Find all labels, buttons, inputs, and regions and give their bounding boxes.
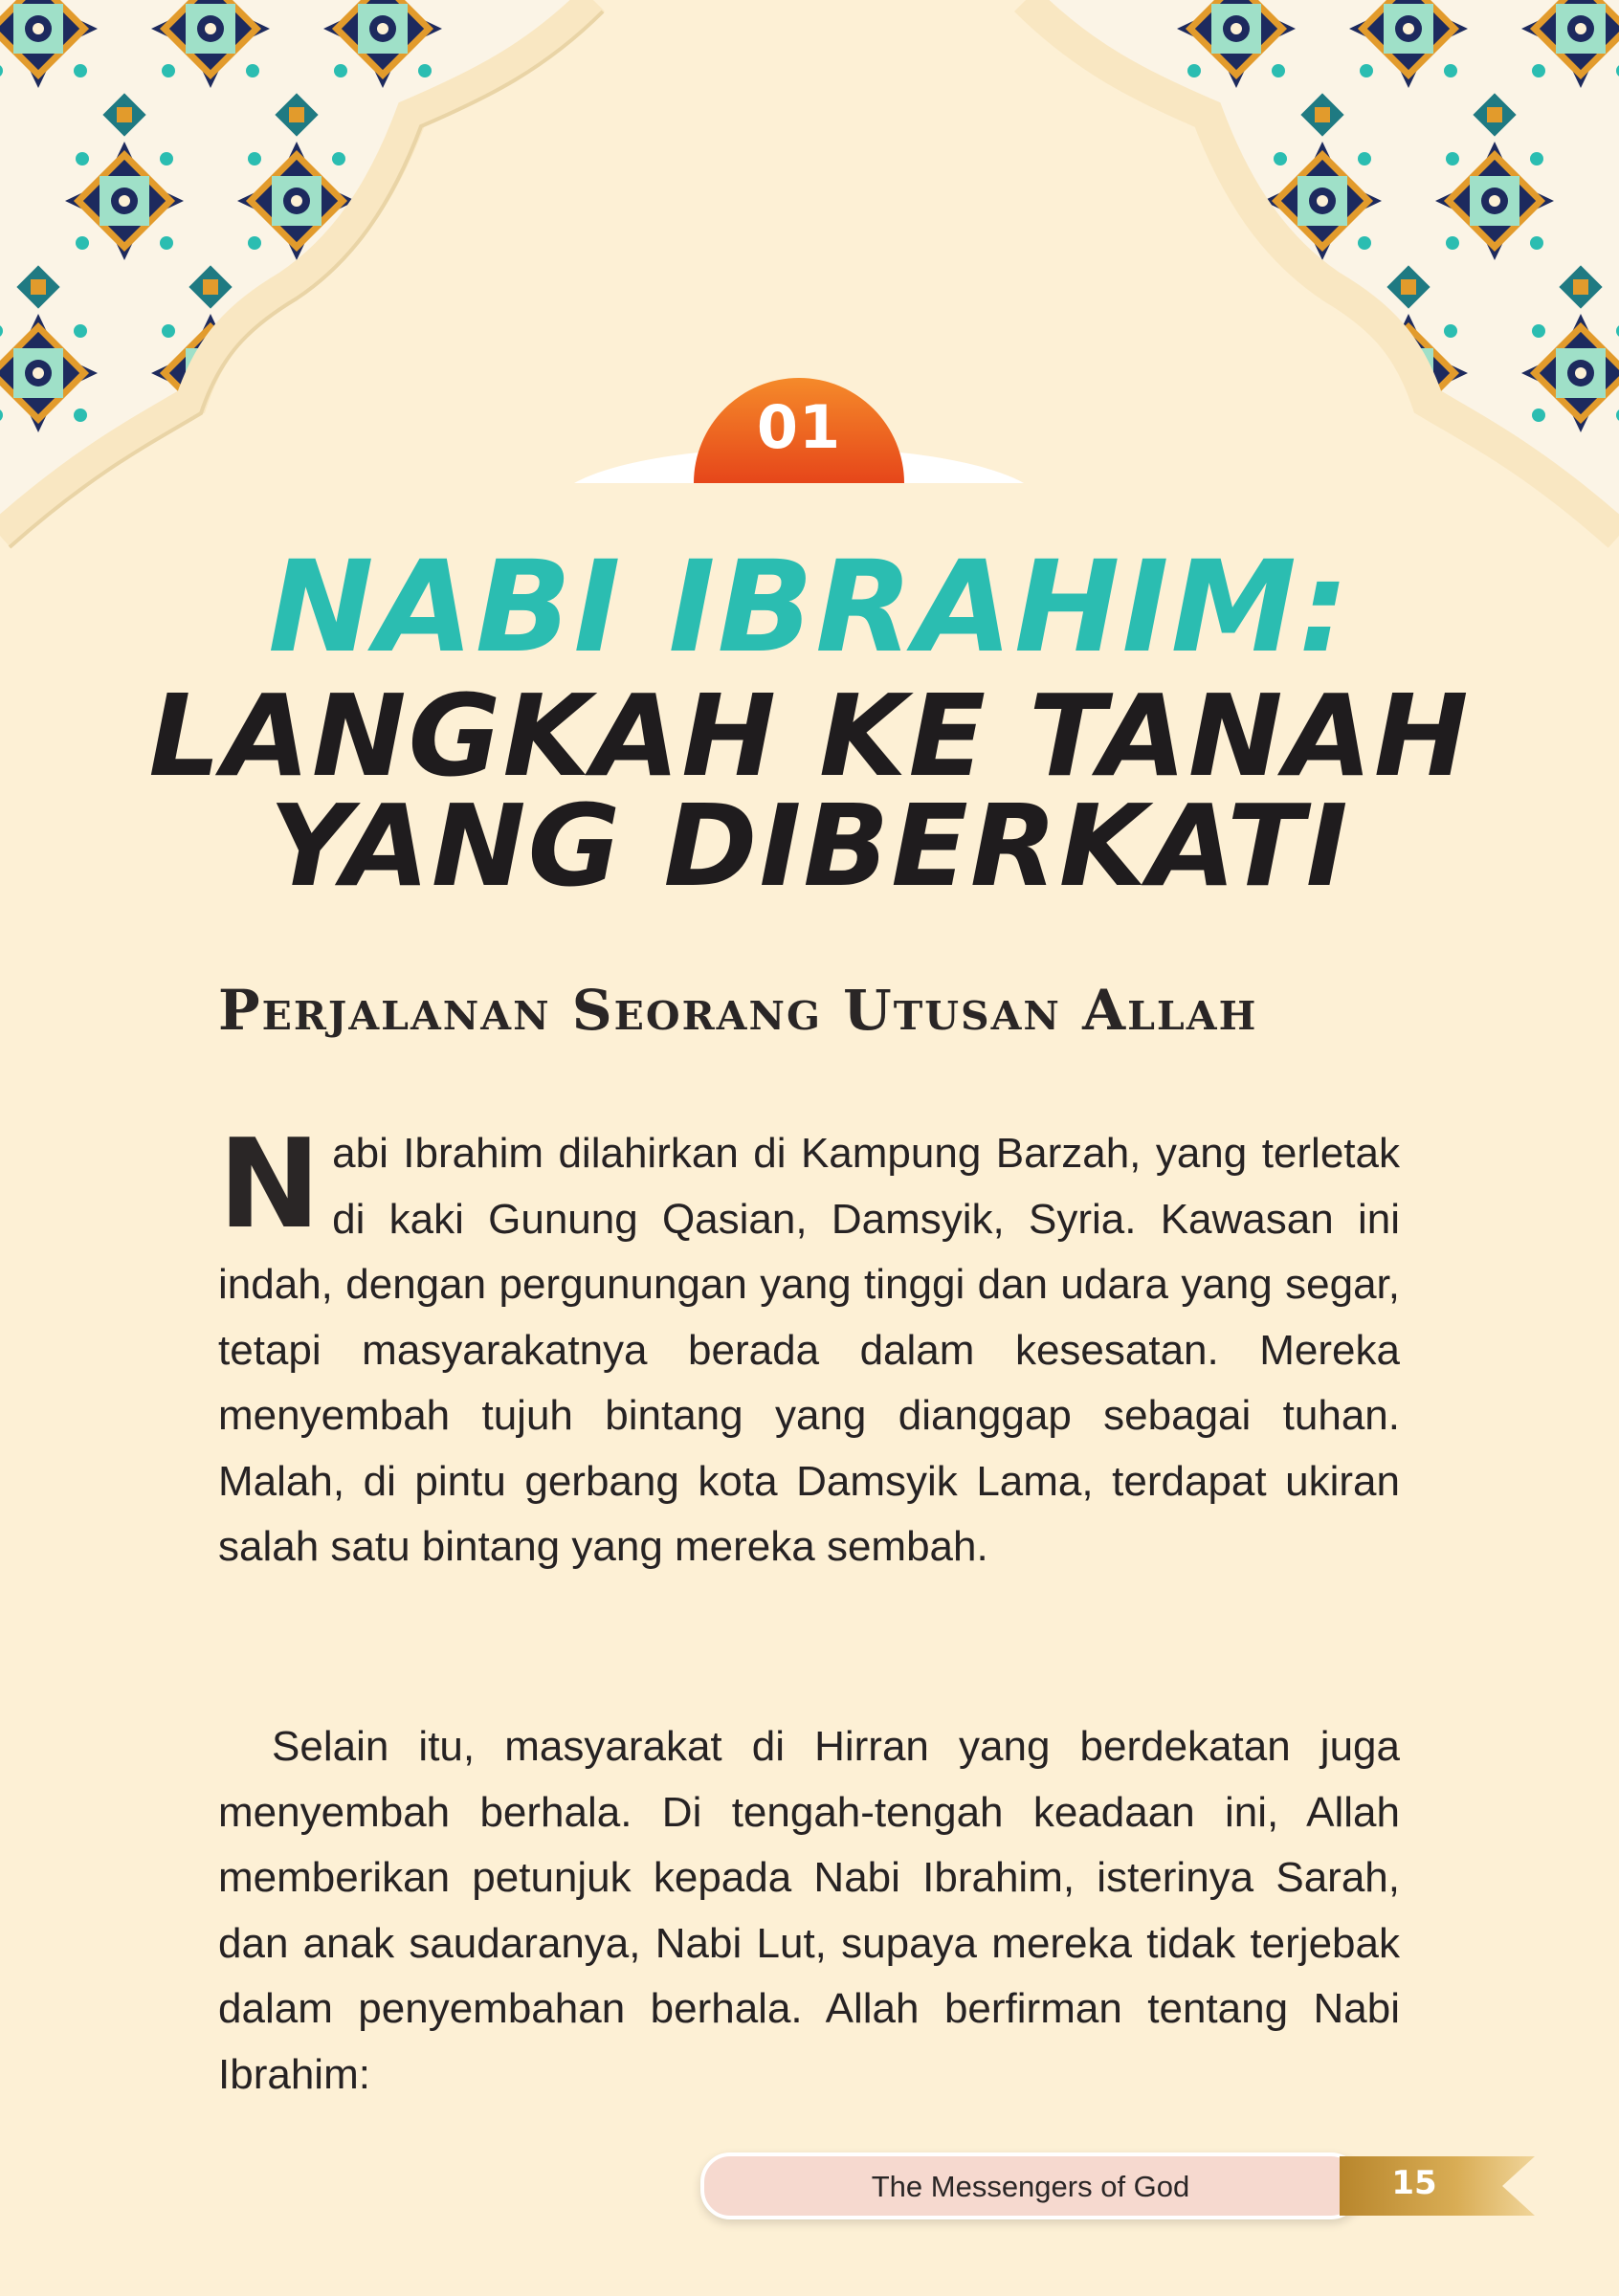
section-heading: Perjalanan Seorang Utusan Allah <box>218 978 1258 1043</box>
islamic-pattern-corner-left <box>0 0 651 593</box>
footer-book-title: The Messengers of God <box>871 2170 1190 2203</box>
paragraph-2: Selain itu, masyarakat di Hirran yang berdekatan juga menyembah berhala. Di tengah-tengah keadaan ini, Allah memberikan petunjuk kepada Nabi Ibrahim, isterinya Sarah, dan anak saudaranya, Nabi Lut, supaya mereka tidak terjebak dalam penyembahan berhala. Allah berfirman tentang Nabi Ibrahim: <box>218 1723 1400 2098</box>
footer-book-title-pill <box>700 2152 1361 2219</box>
chapter-badge <box>574 325 1024 488</box>
drop-cap: N <box>218 1114 322 1256</box>
islamic-pattern-corner-right <box>968 0 1619 593</box>
paragraph-1 <box>218 1114 1400 1580</box>
page-number: 15 <box>1391 2164 1437 2202</box>
title-line-1: NABI IBRAHIM: <box>268 534 1351 681</box>
title-line-3: YANG DIBERKATI <box>269 780 1350 912</box>
chapter-number: 01 <box>756 392 842 462</box>
paragraph-1-text: abi Ibrahim dilahirkan di Kampung Barzah, yang terletak di kaki Gunung Qasian, Damsyik, Syria. Kawasan ini indah, dengan pergunungan yang tinggi dan udara yang segar, tetapi masyarakatnya berada dalam kesesatan. Mereka menyembah tujuh bintang yang dianggap sebagai tuhan. Malah, di pintu gerbang kota Damsyik Lama, terdapat ukiran salah satu bintang yang mereka sembah. <box>218 1130 1400 1570</box>
title-line-2: LANGKAH KE TANAH <box>148 670 1471 802</box>
